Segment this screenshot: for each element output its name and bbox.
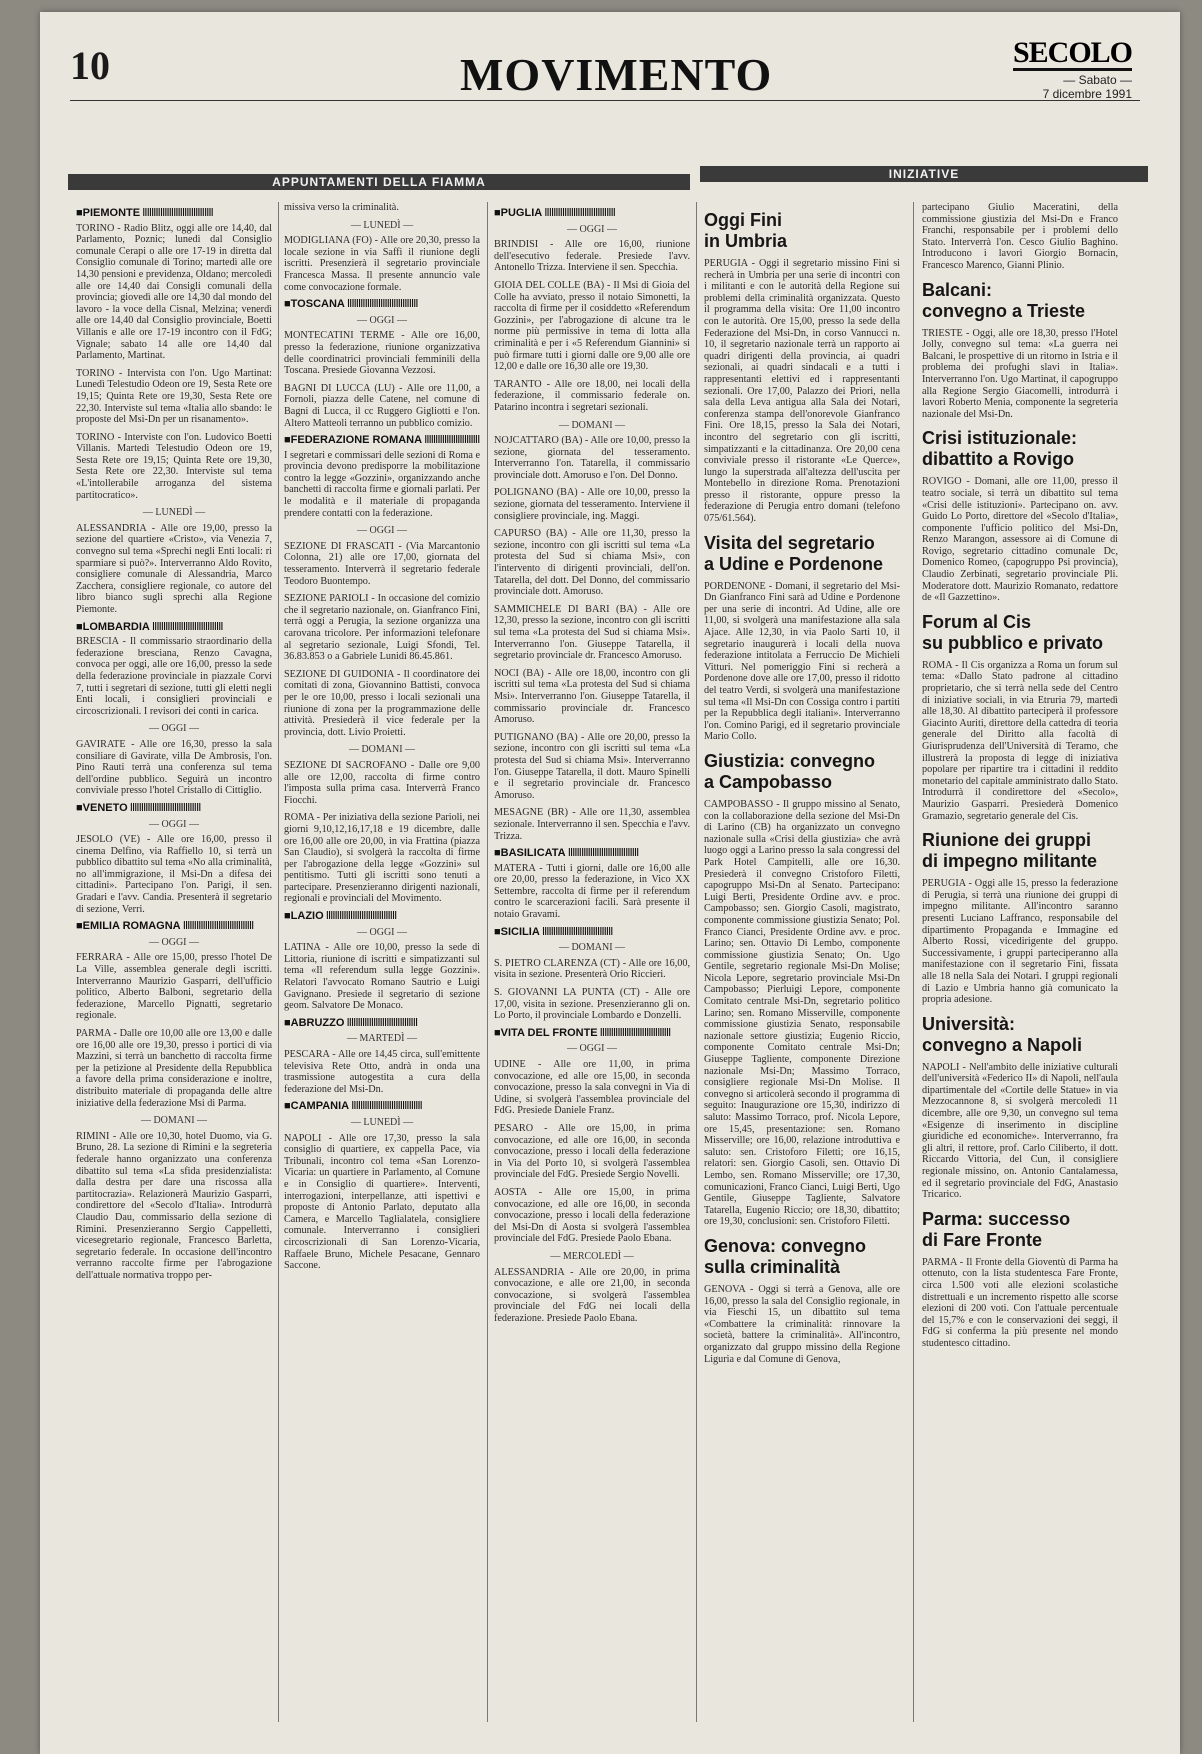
article-body: PERUGIA - Oggi il segretario missino Fini si recherà in Umbria per una serie di incontri con i militanti e con le autorità della Regione sui problemi della criminalità organizzata. Questo il programma della visita: Ore 11,00 incontro con le autorità. Ore 15,00, presso la sede della Federazione del Msi-Dn, in corso Vannucci n. 10, il segretario nazionale terrà un rapporto ai quadri dirigenti della provincia, ai quadri sezionali, ai quadri sindacali e a tutti i rappresentanti elettivi ed i rappresentanti sezionali. Ore 17,00, Palazzo dei Priori, nella sala della Leva antigua alla Sala dei Notari, conferenza stampa dell'onorevole Gianfranco Fini. Ore 18,15, presso la Sala dei Notari, incontro del segretario con gli iscritti, simpatizzanti e la cittadinanza. Ore 20,00 cena conviviale presso il ristorante «Le Querce», lungo la superstrada all'altezza dell'uscita per Montebello in direzione Roma. Prenotazioni presso il ristorante, oppure presso la federazione di Perugia entro domani (telefono 075/61.564). — [704, 258, 900, 525]
notice: NOCI (BA) - Alle ore 18,00, incontro con gli iscritti sul tema «La protesta del Sud si chiama Msi». Interverranno l'on. Giuseppe Tatarella, il commissario provinciale dr. Francesco Amoruso. — [494, 667, 690, 726]
article-headline — [922, 830, 1118, 872]
notice: MONTECATINI TERME - Alle ore 16,00, presso la federazione, riunione organizzativa delle coordinatrici provinciali femminili della Toscana. Presiede Giovanna Vezzosi. — [284, 330, 480, 377]
notice: PESARO - Alle ore 15,00, in prima convocazione, ed alle ore 16,00, in seconda convocazione, presso i locali della federazione in Via del Porto 10, si svolgerà l'assemblea provinciale del FdG. Presiede Sergio Novelli. — [494, 1122, 690, 1181]
article-body: PARMA - Il Fronte della Gioventù di Parma ha ottenuto, con la lista studentesca Fare Fronte, circa 1.500 voti alle elezioni scolastiche distrettuali e un incremento rispetto alle scorse elezioni di 200 voti. Con l'attuale percentuale del 15,7% e con le conservazioni dei seggi, il FdG si conferma la più presente nel mondo studentesco cittadino. — [922, 1256, 1118, 1349]
article-body: NAPOLI - Nell'ambito delle iniziative culturali dell'università «Federico II» di Napoli, nell'aula dipartimentale del «Cortile delle Statue» in via Mezzocannone 8, si svolgerà mercoledì 11 dicembre, alle ore 9,30, un convegno sul tema «Esigenze di inserimento in discipline giuridiche ed economiche». Interverranno, fra gli altri, il rettore, prof. Carlo Ciliberto, il dott. Riccardo Vittoria, del Cun, il consigliere regionale missino, on. Antonio Cantalamessa, ed il segretario provinciale del FdG, Anastasio Tricarico. — [922, 1061, 1118, 1201]
headline-line: su pubblico e privato — [922, 632, 1104, 653]
issue-day: — Sabato — — [1013, 73, 1132, 87]
headline-line: Giustizia: convegno — [704, 750, 876, 771]
article-body: ROMA - Il Cis organizza a Roma un forum sul tema: «Dallo Stato padrone al cittadino proprietario, che si terrà nella sede del Centro di iniziative sociali, in via Etruria 79, martedì alle 18,30. Al dibattito parteciperà il professore Giacinto Auriti, direttore della cattedra di teoria generale del Diritto alla facoltà di Giurisprudenza dell'Università di Teramo, che illustrerà la proposta di legge di iniziativa popolare per ripartire tra i cittadini il reddito monetario del capitale amministrato dallo Stato. Introdurrà il condirettore del «Secolo», Maurizio Gasparri. Presiederà Domenico Gramazio, segretario generale del Cis. — [922, 659, 1118, 822]
notice: MATERA - Tutti i giorni, dalle ore 16,00 alle ore 20,00, presso la federazione, in Vico XX Settembre, raccolta di firme per il referendum contro le scarcerazioni facili. Sarà presente il notaio Gravami. — [494, 862, 690, 921]
day-heading: — DOMANI — — [284, 744, 480, 756]
day-heading: — OGGI — — [494, 224, 690, 236]
headline-line: Balcani: — [922, 279, 993, 300]
notice: CAPURSO (BA) - Alle ore 11,30, presso la sezione, incontro con gli iscritti sul tema «La protesta del Sud si chiama Msi», con l'intervento di dirigenti provinciali, dell'on. Tatarella, del dott. Del Donno, del commissario provinciale dott. Amoruso. — [494, 528, 690, 598]
appointments-bar: APPUNTAMENTI DELLA FIAMMA — [68, 174, 690, 190]
page-number: 10 — [70, 43, 110, 88]
region-heading: ■ CAMPANIA ⅡⅡⅡⅡⅡⅡⅡⅡⅡⅡⅡⅡⅡⅡⅡⅡ — [284, 1101, 480, 1113]
article-headline — [922, 428, 1118, 470]
article-headline — [922, 280, 1118, 322]
column-divider — [278, 202, 279, 1722]
region-heading: ■ VITA DEL FRONTE ⅡⅡⅡⅡⅡⅡⅡⅡⅡⅡⅡⅡⅡⅡⅡⅡ — [494, 1028, 690, 1040]
day-heading: — DOMANI — — [494, 420, 690, 432]
section-title: MOVIMENTO — [460, 49, 773, 100]
notice: MESAGNE (BR) - Alle ore 11,30, assemblea sezionale. Interverranno il sen. Specchia e l'avv. Trizza. — [494, 807, 690, 842]
notice: SEZIONE PARIOLI - In occasione del comizio che il segretario nazionale, on. Gianfranco Fini, terrà oggi a Perugia, la sezione organizza una carovana tricolore. Per informazioni telefonare al segretario sezionale, Luigi Sfondi, Tel. 36.83.853 o a Gabriele Lunidi 86.45.861. — [284, 593, 480, 663]
article-headline — [922, 1014, 1118, 1056]
notice: TARANTO - Alle ore 18,00, nei locali della federazione, il commissario federale on. Patarino incontra i segretari sezionali. — [494, 378, 690, 413]
notice: TORINO - Intervista con l'on. Ugo Martinat: Lunedì Telestudio Odeon ore 19, Sesta Rete ore 19,15; Quinta Rete ore 19,30, Sesta Rete ore 22,30. Interviste sul tema «Italia allo sbando: le proposte del Msi-Dn per un risanamento». — [76, 367, 272, 426]
column-2 — [284, 202, 480, 1722]
notice: BRESCIA - Il commissario straordinario della federazione bresciana, Renzo Cavagna, convoca per oggi, alle ore 16,00, presso la sede della federazione provinciale in piazzale Corvi 7, tutti i segretari di sezione, tutti gli eletti negli Enti locali, i consiglieri provinciali e circoscrizionali. I revisori dei conti in carica. — [76, 636, 272, 717]
notice: SEZIONE DI FRASCATI - (Via Marcantonio Colonna, 21) alle ore 17,00, giornata del tesseramento. Interverrà il segretario federale Teodoro Buontempo. — [284, 540, 480, 587]
article-headline — [922, 612, 1118, 654]
notice: SEZIONE DI SACROFANO - Dalle ore 9,00 alle ore 12,00, raccolta di firme contro l'imposta sulla prima casa. Interverrà Franco Fiocchi. — [284, 759, 480, 806]
content-frame — [68, 130, 1148, 1730]
newspaper-page — [40, 12, 1180, 1754]
notice: I segretari e commissari delle sezioni di Roma e provincia devono predisporre la mobilitazione contro la legge «Gozzini», organizzando anche banchetti di raccolta firme e giornali parlati. Per le modalità e il materiale di propaganda prendere contatti con la federazione. — [284, 449, 480, 519]
headline-line: sulla criminalità — [704, 1256, 841, 1277]
notice: UDINE - Alle ore 11,00, in prima convocazione, ed alle ore 15,00, in seconda convocazione, presso la sala convegni in Via di Udine, si svolgerà l'assemblea provinciale del FdG. Presiede Daniele Franz. — [494, 1059, 690, 1117]
day-heading: — OGGI — — [76, 723, 272, 735]
headline-line: Riunione dei gruppi — [922, 830, 1091, 851]
notice: FERRARA - Alle ore 15,00, presso l'hotel De La Ville, assemblea generale degli iscritti. Interverranno Maurizio Gasparri, dell'ufficio politico, Alberto Balboni, segretario della federazione, Marcello Pignatti, segretario regionale. — [76, 952, 272, 1022]
notice: AOSTA - Alle ore 15,00, in prima convocazione, ed alle ore 16,00, in seconda convocazione, presso i locali della federazione del Msi-Dn di Aosta si svolgerà l'assemblea provinciale del FdG. Presiede Paolo Ebana. — [494, 1186, 690, 1245]
article-body: PORDENONE - Domani, il segretario del Msi-Dn Gianfranco Fini sarà ad Udine e Pordenone per una serie di incontri. Ad Udine, alle ore 11,00, si svolgerà una manifestazione alla sala Ajace. Alle 12,30, in via Paolo Sarti 10, il segretario inaugurerà i locali della nuova federazione intitolata a Ferruccio De Michieli Vitturi. Nel pomeriggio Fini si recherà a Pordenone dove alle ore 17,00, presso il ridotto del teatro Verdi, si svolgerà una manifestazione sul tema «Il Msi-Dn con Cossiga contro i partiti per la Repubblica degli italiani». Interverranno l'on. Comino Parigi, ed il segretario provinciale Mario Collo. — [704, 580, 900, 743]
headline-line: convegno a Napoli — [922, 1034, 1083, 1055]
article-headline — [922, 1209, 1118, 1251]
article-headline — [704, 1236, 900, 1278]
notice: RIMINI - Alle ore 10,30, hotel Duomo, via G. Bruno, 28. La sezione di Rimini e la segreteria federale hanno organizzato una conferenza dibattito sul tema «La sfida presidenzialista: dalla destra per dare una riscossa alla partitocrazia». Relazionerà Maurizio Gasparri, condirettore del «Secolo d'Italia». Introdurrà Claudio Dau, commissario della sezione di Rimini. Presenzieranno Sergio Cappelletti, vicesegretario regionale, Francesco Barletta, segretario federale. In occasione dell'incontro verranno raccolte firme per l'abrogazione dell'attuale normativa troppo per- — [76, 1130, 272, 1281]
article-body: ROVIGO - Domani, alle ore 11,00, presso il teatro sociale, si terrà un dibattito sul tema «Crisi delle istituzioni». Partecipano on. avv. Guido Lo Porto, direttore del «Secolo d'Italia», componente l'ufficio politico del Msi-Dn, Renzo Marangon, assessore ai di Comune di Rovigo, segretario cittadino comunale Dc, Domenico Romeo, (capogruppo Psi provincia), Claudio Zerbinati, segretario provinciale Pli. Moderatore dott. Maurizio Romanato, redattore de «Il Gazzettino». — [922, 476, 1118, 604]
headline-line: Università: — [922, 1013, 1016, 1034]
notice: POLIGNANO (BA) - Alle ore 10,00, presso la sezione, giornata del tesseramento. Interviene il consigliere provinciale, ing. Maggi. — [494, 487, 690, 522]
headline-line: Genova: convegno — [704, 1235, 867, 1256]
notice: missiva verso la criminalità. — [284, 202, 399, 213]
notice: GIOIA DEL COLLE (BA) - Il Msi di Gioia del Colle ha avviato, presso il notaio Simonetti, la raccolta di firme per il cosiddetto «Referendum Gozzini», per l'abrogazione di alcune tra le norme più permissive in tema di lotta alla criminalità e per i «5 Referendum Giannini» si può firmare tutti i giorni dalle ore 9,00 alle ore 12,00 e dalle ore 16,30 alle ore 19,30. — [494, 279, 690, 373]
article-headline — [704, 210, 900, 252]
column-4 — [704, 202, 900, 1722]
notice: PUTIGNANO (BA) - Alle ore 20,00, presso la sezione, incontro con gli iscritti sul tema «La protesta del Sud si chiama Msi». Interverranno l'on. Giuseppe Tatarella, il dott. Mauro Spinelli e il segretario provinciale dr. Francesco Amoruso. — [494, 731, 690, 801]
column-divider — [913, 202, 914, 1722]
region-heading: ■ PIEMONTE ⅡⅡⅡⅡⅡⅡⅡⅡⅡⅡⅡⅡⅡⅡⅡⅡ — [76, 208, 272, 220]
headline-line: Parma: successo — [922, 1208, 1071, 1229]
day-heading: — OGGI — — [284, 927, 480, 939]
column-divider — [487, 202, 488, 1722]
logo-text: SECOLO — [1012, 36, 1132, 69]
article-body: GENOVA - Oggi si terrà a Genova, alle ore 16,00, presso la sala del Consiglio regionale, in via Fieschi 15, un dibattito sul tema «Combattere la criminalità: rinnovare la società, battere la criminalità». All'incontro, organizzato dal gruppo missino della Regione Liguria e dal Comune di Genova, — [704, 1283, 900, 1365]
notice: S. GIOVANNI LA PUNTA (CT) - Alle ore 17,00, visita in sezione. Presenzieranno gli on. Lo Porto, il provinciale Lombardo e Donzelli. — [494, 987, 690, 1022]
region-heading: ■ LAZIO ⅡⅡⅡⅡⅡⅡⅡⅡⅡⅡⅡⅡⅡⅡⅡⅡ — [284, 911, 480, 923]
day-heading: — OGGI — — [284, 525, 480, 537]
column-3 — [494, 202, 690, 1722]
day-heading: — MERCOLEDÌ — — [494, 1251, 690, 1263]
notice: TORINO - Interviste con l'on. Ludovico Boetti Villanis. Martedì Telestudio Odeon ore 19, Sesta Rete ore 19,15; Quinta Rete ore 19,30, Sesta Rete ore 22,30. Interviste sul tema «L'intollerabile arroganza del sistema partitocratico». — [76, 431, 272, 501]
region-heading: ■ VENETO ⅡⅡⅡⅡⅡⅡⅡⅡⅡⅡⅡⅡⅡⅡⅡⅡ — [76, 803, 272, 815]
headline-line: Crisi istituzionale: — [922, 428, 1078, 449]
day-heading: — LUNEDÌ — — [76, 507, 272, 519]
headline-line: convegno a Trieste — [922, 300, 1086, 321]
issue-date: 7 dicembre 1991 — [1042, 87, 1132, 102]
day-heading: — LUNEDÌ — — [284, 220, 480, 232]
notice: SEZIONE DI GUIDONIA - Il coordinatore dei comitati di zona, Giovannino Battisti, convoca per le ore 10,00, presso i locali sezionali una riunione di zona per la programmazione delle attività. Presiederà il vice federale per la provincia, dott. Livio Proietti. — [284, 668, 480, 738]
headline-line: dibattito a Rovigo — [922, 449, 1074, 470]
region-heading: ■ TOSCANA ⅡⅡⅡⅡⅡⅡⅡⅡⅡⅡⅡⅡⅡⅡⅡⅡ — [284, 299, 480, 311]
column-1 — [76, 202, 272, 1722]
notice: SAMMICHELE DI BARI (BA) - Alle ore 12,30, presso la sezione, incontro con gli iscritti sul tema «La protesta del Sud si chiama Msi». Interverranno l'on. Giuseppe Tatarella, il segretario provinciale dr. Francesco Amoruso. — [494, 603, 690, 662]
article-body: CAMPOBASSO - Il gruppo missino al Senato, con la collaborazione della sezione del Msi-Dn di Larino (CB) ha organizzato un convegno nazionale sulla «Crisi della giustizia» che avrà luogo oggi a Larino presso la sala congressi del Park Hotel Campitelli, alle ore 16,30. Presiederà il convegno Cristoforo Filetti, capogruppo Msi-Dn al Senato. Partecipano: Luigi Berti, Presidente Ordine avv. e proc. Campobasso; sen. Giorgio Casoli, magistrato, componente commissione giustizia Senato; Pol. Franco Cianci, Presidente Ordine avv. e proc. Larino; sen. Ottavio Di Lembo, componente commissione giustizia Senato; On. Ugo Gentile, segretario regionale Msi-Dn Molise; Nicola Lepore, segretario provinciale Msi-Dn Campobasso; Pierluigi Lepore, componente Comitato centrale Msi-Dn, segretario politico Larino; sen. Romano Misserville, componente commissione giustizia Senato, responsabile nazionale settore giustizia; Eugenio Riccio, componente Comitato centrale Msi-Dn; Giuseppe Tagliente, componente Direzione nazionale Msi-Dn; Massimo Torraco, consigliere regionale Msi-Dn Molise. Il convegno si articolerà secondo il programma di seguito: Inaugurazione ore 15,30, indirizzo di saluto: Massimo Torraco, prof. Nicola Lepore, ore 15,45, presentazione: sen. Romano Misserville; ore 16,00, relazione introduttiva e saluto: sen. Cristoforo Filetti; ore 16,15, relatori: sen. Giorgio Casoli, sen. Ottavio Di Lembo, sen. Romano Misserville; ore 17,30, comunicazioni, Franco Cianci, Luigi Berti, Ugo Gentile, Giuseppe Tagliente, Salvatore Tatarella, Eugenio Riccio; ore 18,30, dibattito; ore 19,30, conclusioni: sen. Cristoforo Filetti. — [704, 798, 900, 1228]
notice: LATINA - Alle ore 10,00, presso la sede di Littoria, riunione di iscritti e simpatizzanti sul tema «Il referendum sulla legge Gozzini». Relatori l'avvocato Romano Sautrio e Luigi Gavignano. Presiede il segretario di sezione geom. Salvatore De Monaco. — [284, 942, 480, 1012]
article-body: TRIESTE - Oggi, alle ore 18,30, presso l'Hotel Jolly, convegno sul tema: «La guerra nei Balcani, le prospettive di un ritorno in Istria e il problema dei profughi slavi in Italia». Interverranno l'on. Ugo Martinat, il capogruppo alla Regione Sergio Giacomelli, introdurrà i lavori Roberto Menia, componente la segreteria nazionale del Msi-Dn. — [922, 327, 1118, 420]
notice: PESCARA - Alle ore 14,45 circa, sull'emittente televisiva Rete Otto, andrà in onda una trasmissione autogestita a cura della federazione del Msi-Dn. — [284, 1049, 480, 1095]
day-heading: — DOMANI — — [494, 942, 690, 954]
day-heading: — LUNEDÌ — — [284, 1117, 480, 1129]
column-5 — [922, 202, 1118, 1722]
headline-line: Visita del segretario — [704, 532, 875, 553]
column-divider — [696, 202, 697, 1722]
initiatives-bar: INIZIATIVE — [700, 166, 1148, 182]
notice: TORINO - Radio Blitz, oggi alle ore 14,40, dal Parlamento, Poznic; lunedì dal Consiglio comunale Cerapi o alle ore 17-19 in diretta dal Consiglio comunale di Torino; martedì alle ore 14,30 pensioni e previdenza, Oldano; mercoledì alle ore 14,40 dai Consigli comunali della provincia; giovedì alle ore 14,30 dal mondo del lavoro - la voce della Cisnal, Melzina; venerdì alle ore 14,40 dal Consiglio provinciale, Boetti Villanis e alle ore 17-19 incontro con il FdG; Vignale; sabato 14 alle ore 14,40 dal Parlamento, Martinat. — [76, 222, 272, 362]
notice: ALESSANDRIA - Alle ore 19,00, presso la sezione del quartiere «Cristo», via Venezia 7, convegno sul tema «Sprechi negli Enti locali: ri sparmiare si può?». Interverranno Aldo Rovito, consigliere comunale di Alessandria, Marco Zacchera, consigliere regionale, co autore del libro bianco sugli sprechi alla Regione Piemonte. — [76, 522, 272, 615]
region-heading: ■ FEDERAZIONE ROMANA ⅡⅡⅡⅡⅡⅡⅡⅡⅡⅡⅡⅡⅡⅡⅡⅡ — [284, 435, 480, 447]
region-heading: ■ LOMBARDIA ⅡⅡⅡⅡⅡⅡⅡⅡⅡⅡⅡⅡⅡⅡⅡⅡ — [76, 622, 272, 634]
headline-line: Oggi Fini — [704, 210, 782, 230]
article-headline — [704, 533, 900, 575]
notice: NOJCATTARO (BA) - Alle ore 10,00, presso la sezione, giornata del tesseramento. Interverranno l'on. Tatarella, il commissario provinciale dott. Amoruso e l'on. Del Donno. — [494, 435, 690, 481]
day-heading: — MARTEDÌ — — [284, 1033, 480, 1045]
article-headline — [704, 751, 900, 793]
day-heading: — OGGI — — [284, 315, 480, 327]
notice: S. PIETRO CLARENZA (CT) - Alle ore 16,00, visita in sezione. Presenterà Orio Riccieri. — [494, 957, 690, 981]
day-heading: — OGGI — — [494, 1043, 690, 1055]
notice: PARMA - Dalle ore 10,00 alle ore 13,00 e dalle ore 16,00 alle ore 19,30, presso i portici di via Mazzini, si terrà un banchetto di raccolta firme per la petizione al Presidente della Repubblica a favore della prima considerazione e inoltre, distribuito materiale di propaganda delle altre iniziative della federazione Msi di Parma. — [76, 1028, 272, 1109]
day-heading: — DOMANI — — [76, 1115, 272, 1127]
headline-line: Forum al Cis — [922, 611, 1032, 632]
headline-line: a Udine e Pordenone — [704, 553, 884, 574]
notice: BAGNI DI LUCCA (LU) - Alle ore 11,00, a Fornoli, piazza delle Catene, nel comune di Bagni di Lucca, il cc Ruggero Gigliotti e l'on. Altero Matteoli terranno un pubblico comizio. — [284, 382, 480, 429]
notice: ROMA - Per iniziativa della sezione Parioli, nei giorni 9,10,12,16,17,18 e 19 dicembre, dalle ore 16,00 alle ore 20,00, in via Frattina (piazza San Claudio), si svolgerà la raccolta di firme per l'abrogazione della legge «Gozzini» sul pentitismo. Tutti gli iscritti sono tenuti a partecipare. Presenzieranno dirigenti nazionali, regionali e provinciali del Movimento. — [284, 812, 480, 905]
notice: BRINDISI - Alle ore 16,00, riunione dell'esecutivo federale. Presiede l'avv. Antonello Trizza. Interviene il sen. Specchia. — [494, 239, 690, 274]
notice: GAVIRATE - Alle ore 16,30, presso la sala consiliare di Gavirate, villa De Ambrosis, l'on. Pino Rauti terrà una conferenza sul tema dell'ordine pubblico. Seguirà un incontro conviviale presso l'hotel Cristallo di Cittiglio. — [76, 738, 272, 797]
header-rule — [70, 100, 1140, 101]
newspaper-logo — [1013, 38, 1132, 102]
region-heading: ■ EMILIA ROMAGNA ⅡⅡⅡⅡⅡⅡⅡⅡⅡⅡⅡⅡⅡⅡⅡⅡ — [76, 921, 272, 933]
headline-line: di impegno militante — [922, 851, 1098, 872]
article-body: partecipano Giulio Maceratini, della commissione giustizia del Msi-Dn e Franco Franchi, responsabile per i problemi dello Stato. Interverrà l'on. Cesco Giulio Baghino. Introducono i lavori Giorgio Bornacin, Francesco Marenco, Gianni Plinio. — [922, 202, 1118, 271]
notice: MODIGLIANA (FO) - Alle ore 20,30, presso la locale sezione in via Saffi il riunione degli iscritti. Presenzierà il segretario provinciale Francesca Massa. Il presente annuncio vale come convocazione formale. — [284, 235, 480, 293]
region-heading: ■ PUGLIA ⅡⅡⅡⅡⅡⅡⅡⅡⅡⅡⅡⅡⅡⅡⅡⅡ — [494, 208, 690, 220]
region-heading: ■ SICILIA ⅡⅡⅡⅡⅡⅡⅡⅡⅡⅡⅡⅡⅡⅡⅡⅡ — [494, 927, 690, 939]
notice: NAPOLI - Alle ore 17,30, presso la sala consiglio di quartiere, ex cappella Pace, via Tribunali, incontro col tema «San Lorenzo-Vicaria: un quartiere in Parlamento, al Comune e in Consiglio di quartiere». Interventi, interrogazioni, interpellanze, atti ispettivi e proposte di Antonio Parlato, deputato alla Camera, e Marcello Taglialatela, consigliere comunale. Interverranno i consiglieri circoscrizionali di San Lorenzo-Vicaria, Raffaele Bruno, Michele Pesacane, Gennaro Saccone. — [284, 1132, 480, 1272]
article-body: PERUGIA - Oggi alle 15, presso la federazione di Perugia, si terrà una riunione dei gruppi di impegno militante. All'incontro saranno presenti Luciano Laffranco, responsabile del dipartimento Propaganda e Immagine ed Alberto Rossi, vicedirigente del gruppo. Successivamente, i gruppi parteciperanno alla manifestazione con il segretario Fini, fissata alle 18 nella Sala dei Notari. I gruppi regionali di Lazio e Umbria hanno già comunicato la propria adesione. — [922, 878, 1118, 1006]
day-heading: — OGGI — — [76, 937, 272, 949]
region-heading: ■ ABRUZZO ⅡⅡⅡⅡⅡⅡⅡⅡⅡⅡⅡⅡⅡⅡⅡⅡ — [284, 1018, 480, 1030]
headline-line: in Umbria — [704, 231, 788, 251]
day-heading: — OGGI — — [76, 819, 272, 831]
region-heading: ■ BASILICATA ⅡⅡⅡⅡⅡⅡⅡⅡⅡⅡⅡⅡⅡⅡⅡⅡ — [494, 848, 690, 860]
headline-line: di Fare Fronte — [922, 1229, 1043, 1250]
notice: ALESSANDRIA - Alle ore 20,00, in prima convocazione, e alle ore 21,00, in seconda convocazione, si svolgerà l'assemblea provinciale del FdG nei locali della federazione. Presiede Paolo Ebana. — [494, 1266, 690, 1324]
headline-line: a Campobasso — [704, 771, 833, 792]
notice: JESOLO (VE) - Alle ore 16,00, presso il cinema Delfino, via Raffiello 10, si terrà un pubblico dibattito sul tema «No alla criminalità, no all'immigrazione, il Msi-Dn a difesa dei cittadini». Partecipano l'on. Parigi, il sen. Gradari e l'avv. Candia. Presenterà il segretario di sezione, Verri. — [76, 834, 272, 915]
